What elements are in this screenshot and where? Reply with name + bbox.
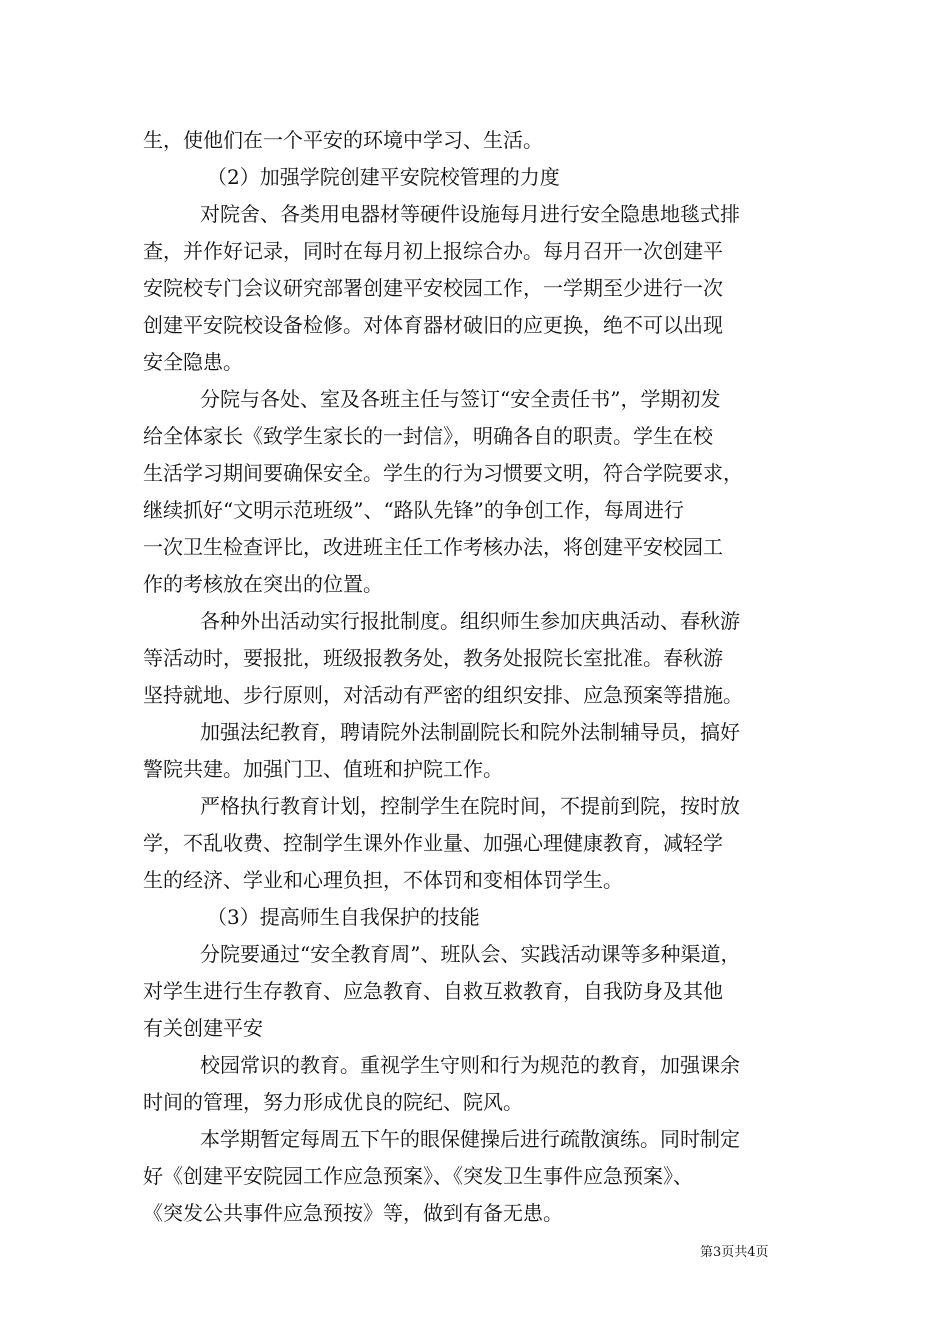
body-line: 严格执行教育计划，控制学生在院时间，不提前到院，按时放 bbox=[200, 794, 740, 818]
body-line: 安院校专门会议研究部署创建平安校园工作，一学期至少进行一次 bbox=[143, 276, 723, 300]
body-line: 警院共建。加强门卫、值班和护院工作。 bbox=[143, 757, 503, 781]
body-line: 一次卫生检查评比，改进班主任工作考核办法，将创建平安校园工 bbox=[143, 535, 723, 559]
body-line: 分院与各处、室及各班主任与签订“安全责任书”，学期初发 bbox=[200, 387, 721, 411]
body-line: 各种外出活动实行报批制度。组织师生参加庆典活动、春秋游 bbox=[200, 609, 740, 633]
body-line: 查，并作好记录，同时在每月初上报综合办。每月召开一次创建平 bbox=[143, 239, 723, 263]
section-heading: （3）提高师生自我保护的技能 bbox=[207, 905, 480, 929]
body-line: 对院舍、各类用电器材等硬件设施每月进行安全隐患地毯式排 bbox=[200, 202, 740, 226]
body-line: 安全隐患。 bbox=[143, 350, 243, 374]
body-line: 坚持就地、步行原则，对活动有严密的组织安排、应急预案等措施。 bbox=[143, 683, 743, 707]
body-line: 生的经济、学业和心理负担，不体罚和变相体罚学生。 bbox=[143, 868, 623, 892]
body-line: 《突发公共事件应急预按》等，做到有备无患。 bbox=[143, 1201, 563, 1225]
body-line: 对学生进行生存教育、应急教育、自救互救教育，自我防身及其他 bbox=[143, 979, 723, 1003]
body-line: 有关创建平安 bbox=[143, 1016, 263, 1040]
body-line: 好《创建平安院园工作应急预案》、《突发卫生事件应急预案》、 bbox=[143, 1164, 693, 1188]
body-line: 等活动时，要报批，班级报教务处，教务处报院长室批准。春秋游 bbox=[143, 646, 723, 670]
body-line: 创建平安院校设备检修。对体育器材破旧的应更换，绝不可以出现 bbox=[143, 313, 723, 337]
body-line: 本学期暂定每周五下午的眼保健操后进行疏散演练。同时制定 bbox=[200, 1127, 740, 1151]
body-line: 继续抓好“文明示范班级”、“路队先锋”的争创工作，每周进行 bbox=[143, 498, 684, 522]
document-body bbox=[143, 122, 808, 1232]
body-line: 学，不乱收费、控制学生课外作业量、加强心理健康教育，减轻学 bbox=[143, 831, 723, 855]
page-number: 第3页共4页 bbox=[700, 1245, 769, 1260]
body-line: 校园常识的教育。重视学生守则和行为规范的教育，加强课余 bbox=[200, 1053, 740, 1077]
body-line: 加强法纪教育，聘请院外法制副院长和院外法制辅导员，搞好 bbox=[200, 720, 740, 744]
body-line: 分院要通过“安全教育周”、班队会、实践活动课等多种渠道， bbox=[200, 942, 741, 966]
body-line: 生活学习期间要确保安全。学生的行为习惯要文明，符合学院要求， bbox=[143, 461, 743, 485]
body-line: 作的考核放在突出的位置。 bbox=[143, 572, 383, 596]
body-line: 生，使他们在一个平安的环境中学习、生活。 bbox=[143, 128, 543, 152]
body-line: 时间的管理，努力形成优良的院纪、院风。 bbox=[143, 1090, 523, 1114]
body-line: 给全体家长《致学生家长的一封信》，明确各自的职责。学生在校 bbox=[143, 424, 713, 448]
section-heading: （2）加强学院创建平安院校管理的力度 bbox=[207, 165, 560, 189]
